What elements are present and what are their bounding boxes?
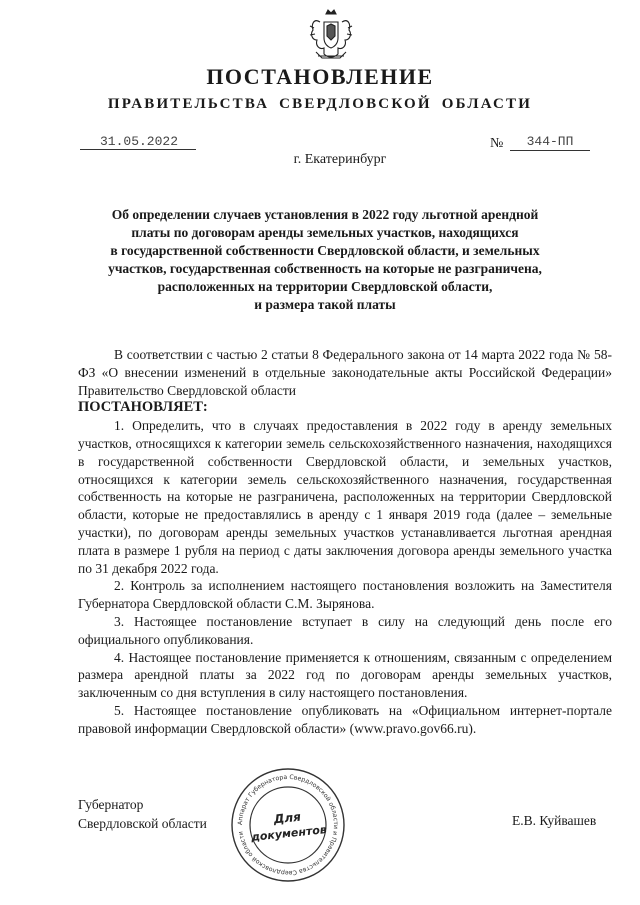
- issuer-heading: ПРАВИТЕЛЬСТВА СВЕРДЛОВСКОЙ ОБЛАСТИ: [107, 96, 533, 112]
- preamble-paragraph: В соответствии с частью 2 статьи 8 Федерального закона от 14 марта 2022 года № 58-ФЗ «О внесении изменений в отдельные законодательные акты Российской Федерации» Правительство Свердловской области: [78, 347, 612, 398]
- official-stamp: [228, 765, 348, 885]
- clause-paragraph: 4. Настоящее постановление применяется к отношениям, связанным с определением размера арендной платы за 2022 год по договорам аренды земельных участков, заключенным со дня вступления в силу настоящего постановления.: [78, 649, 612, 701]
- title-line: и размера такой платы: [254, 297, 396, 312]
- document-body: [78, 346, 612, 738]
- number-sign: №: [490, 136, 504, 151]
- title-line: участков, государственная собственность на которые не разграничена,: [108, 261, 542, 276]
- title-line: платы по договорам аренды земельных участков, находящихся: [131, 225, 519, 240]
- clause-paragraph: 5. Настоящее постановление опубликовать на «Официальном интернет-портале правовой информации Свердловской области» (www.pravo.gov66.ru).: [78, 702, 612, 736]
- stamp-ring-text: Аппарат Губернатора Свердловской области и Правительства Свердловской области: [236, 773, 340, 877]
- stamp-text-line2: документов: [250, 823, 328, 844]
- clause-paragraph: 1. Определить, что в случаях предоставления в 2022 году в аренду земельных участков, относящихся к категории земель сельскохозяйственного назначения, находящихся в государственной собственности Свердловской области, и земельных участков, относящихся к категории земель сельскохозяйственного назначения, государственная собственность на которые не разграничена, расположенных на территории Свердловской области, которые не предоставлялись в аренду с 1 января 2019 года (далее – земельные участки), по договорам аренды земельных участков устанавливается льготная арендная плата в размере 1 рубля на период с даты заключения договора аренды земельного участка по 31 декабря 2022 года.: [78, 418, 612, 576]
- signatory-name: Е.В. Куйвашев: [512, 813, 597, 828]
- resolves-heading: ПОСТАНОВЛЯЕТ:: [78, 399, 208, 416]
- coat-of-arms-icon: [308, 8, 354, 64]
- clause-paragraph: 3. Настоящее постановление вступает в силу на следующий день после его официального опубликования.: [78, 613, 612, 647]
- city-line: г. Екатеринбург: [293, 152, 387, 167]
- document-type-heading: ПОСТАНОВЛЕНИЕ: [206, 64, 434, 89]
- signatory-position-line: Губернатор: [78, 797, 144, 812]
- signatory-position-line: Свердловской области: [78, 816, 207, 831]
- clause-paragraph: 2. Контроль за исполнением настоящего постановления возложить на Заместителя Губернатора Свердловской области С.М. Зырянова.: [78, 578, 612, 612]
- document-date: 31.05.2022: [80, 134, 196, 150]
- title-line: расположенных на территории Свердловской области,: [157, 279, 493, 294]
- signatory-position: [78, 795, 207, 833]
- document-number: 344-ПП: [510, 134, 590, 151]
- title-line: Об определении случаев установления в 2022 году льготной арендной: [111, 207, 539, 222]
- title-line: в государственной собственности Свердловской области, и земельных: [110, 243, 540, 258]
- stamp-text-line1: Для: [273, 809, 302, 827]
- document-title: [90, 206, 560, 314]
